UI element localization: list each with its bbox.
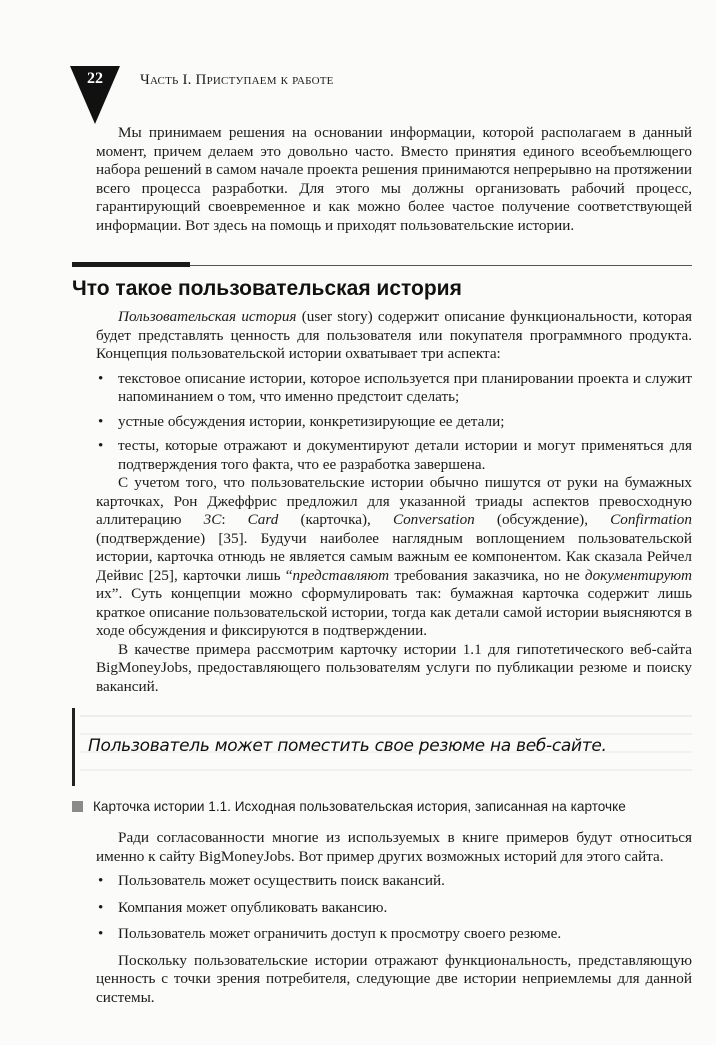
list-item: • Компания может опубликовать вакансию.	[98, 898, 388, 916]
section-paragraph-1: Пользовательская история (user story) содержит описание функциональности, которая будет представлять ценность для пользователя или покупателя программного продукта. Концепция пользовательской истории охватывает три аспекта:	[96, 308, 692, 362]
bullet-icon: •	[98, 898, 104, 916]
running-title: Часть I. Приступаем к работе	[140, 72, 334, 88]
figure-caption: Карточка истории 1.1. Исходная пользовательская история, записанная на карточке	[72, 799, 626, 814]
list-item: • Пользователь может осуществить поиск вакансий.	[98, 872, 445, 889]
list-item: • устные обсуждения истории, конкретизирующие ее детали;	[98, 412, 505, 430]
bullet-icon: •	[98, 412, 104, 430]
bullet-icon: •	[98, 872, 104, 889]
card-left-edge	[72, 708, 75, 786]
stories-list	[96, 872, 692, 944]
after-body	[96, 829, 692, 1007]
page-number: 22	[87, 70, 103, 87]
bullet-icon: •	[98, 925, 104, 942]
card-handwritten-text: Пользователь может поместить свое резюме на веб-сайте.	[88, 736, 607, 756]
after-paragraph-2: Поскольку пользовательские истории отражают функциональность, представляющую ценность с точки зрения потребителя, следующие две истории неприемлемы для данной системы.	[96, 951, 692, 1006]
list-item: • тесты, которые отражают и документируют детали истории и могут применяться для подтверждения того факта, что ее разработка завершена.	[98, 437, 692, 473]
section-rule-thick	[72, 262, 190, 267]
section-title: Что такое пользовательская история	[72, 277, 462, 300]
after-paragraph-1: Ради согласованности многие из используемых в книге примеров будут относиться именно к сайту BigMoneyJobs. Вот пример других возможных историй для этого сайта.	[96, 829, 692, 865]
bullet-icon: •	[98, 437, 104, 454]
aspects-list	[96, 370, 692, 475]
caption-square-icon	[72, 801, 83, 812]
intro-paragraph: Мы принимаем решения на основании информации, которой располагаем в данный момент, причем делаем это довольно часто. Вместо принятия единого всеобъемлющего набора решений в самом начале проекта решения принимаются непрерывно на протяжении всего процесса разработки. Для этого мы должны организовать рабочий процесс, гарантирующий своевременное и как можно более частое получение соответствующей информации. Вот здесь на помощь и приходят пользовательские истории.	[96, 124, 692, 234]
section-paragraph-3: В качестве примера рассмотрим карточку истории 1.1 для гипотетического веб-сайта BigMoneyJobs, предоставляющего пользователям услуги по публикации резюме и поиску вакансий.	[96, 640, 692, 695]
bullet-icon: •	[98, 369, 104, 387]
section-body	[96, 308, 692, 696]
section-rule-thin	[190, 265, 692, 266]
list-item: • Пользователь может ограничить доступ к просмотру своего резюме.	[98, 925, 562, 942]
list-item: • текстовое описание истории, которое используется при планировании проекта и служит напоминанием о том, что именно предстоит сделать;	[98, 369, 692, 405]
section-paragraph-2: С учетом того, что пользовательские истории обычно пишутся от руки на бумажных карточках, Рон Джеффрис предложил для указанной триады аспектов превосходную аллитерацию 3С: Card (карточка), Conversation (обсуждение), Confirmation (подтверждение) [35]. Будучи наиболее наглядным воплощением пользовательской истории, карточка отнюдь не является самым важным ее компонентом. Как сказала Рейчел Дейвис [25], карточки лишь “представляют требования заказчика, но не документируют их”. Суть концепции можно сформулировать так: бумажная карточка содержит лишь краткое описание пользовательской истории, тогда как детали самой истории выясняются в ходе обсуждения и фиксируются в подтверждении.	[96, 474, 692, 639]
